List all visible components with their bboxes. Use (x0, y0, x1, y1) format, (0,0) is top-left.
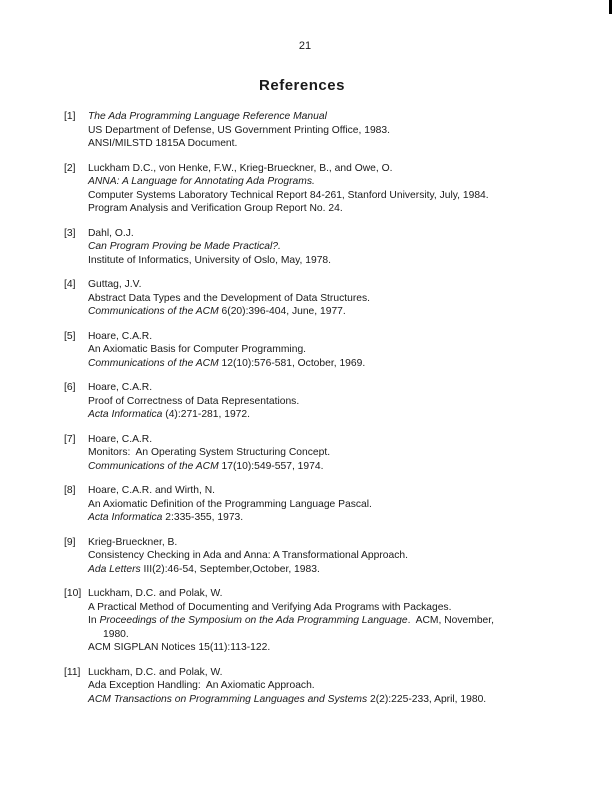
reference-line (88, 693, 584, 707)
reference-text: An Axiomatic Basis for Computer Programming. (88, 344, 307, 355)
reference-line (88, 254, 584, 268)
reference-line (88, 240, 584, 254)
reference-number: [10] (64, 588, 82, 599)
reference-body (88, 278, 584, 319)
reference-body (88, 162, 584, 216)
reference-line (88, 587, 584, 601)
reference-line (88, 189, 584, 203)
reference-title-italic: ANNA: A Language for Annotating Ada Programs. (88, 176, 315, 187)
reference-text: Luckham, D.C. and Polak, W. (88, 666, 223, 678)
reference-entry (64, 110, 584, 151)
reference-line (88, 175, 584, 189)
reference-body (88, 330, 584, 371)
reference-number: [6] (64, 382, 76, 393)
reference-body (88, 587, 584, 655)
reference-line (88, 484, 584, 498)
reference-line (88, 460, 584, 474)
reference-text: Hoare, C.A.R. (88, 382, 153, 393)
reference-title-italic: ACM Transactions on Programming Languages and Systems (88, 693, 368, 705)
reference-line (88, 202, 584, 216)
reference-line (88, 227, 584, 241)
reference-title-italic: Communications of the ACM (88, 306, 219, 317)
reference-entry (64, 484, 584, 525)
reference-title-italic: Acta Informatica (88, 409, 163, 420)
reference-line (88, 381, 584, 395)
reference-list (64, 110, 584, 717)
reference-text: Hoare, C.A.R. (88, 433, 153, 445)
reference-number: [4] (64, 279, 76, 290)
reference-text: Hoare, C.A.R. (88, 330, 153, 342)
reference-text: Dahl, O.J. (88, 227, 134, 239)
reference-line (88, 124, 584, 138)
reference-text: US Department of Defense, US Government Printing Office, 1983. (88, 124, 390, 136)
reference-text: Guttag, J.V. (88, 279, 142, 290)
reference-text: 17(10):549-557, 1974. (218, 460, 324, 472)
reference-text: 1980. (103, 628, 129, 640)
reference-line (88, 511, 584, 525)
reference-text: 6(20):396-404, June, 1977. (218, 306, 346, 317)
reference-title-italic: Can Program Proving be Made Practical?. (88, 241, 281, 252)
reference-line (88, 563, 584, 577)
reference-title-italic: Communications of the ACM (88, 357, 219, 369)
reference-body (88, 484, 584, 525)
reference-text: Computer Systems Laboratory Technical Report 84-261, Stanford University, July, 1984. (88, 189, 489, 201)
reference-line (88, 162, 584, 176)
reference-entry (64, 666, 584, 707)
reference-entry (64, 227, 584, 268)
reference-body (88, 433, 584, 474)
reference-text: Monitors: An Operating System Structuring Concept. (88, 447, 331, 458)
reference-line (88, 292, 584, 306)
reference-body (88, 110, 584, 151)
reference-line (88, 330, 584, 344)
reference-line (88, 614, 584, 628)
reference-title-italic: The Ada Programming Language Reference Manual (88, 111, 327, 122)
reference-text: ACM SIGPLAN Notices 15(11):113-122. (88, 642, 271, 653)
reference-text: 2:335-355, 1973. (162, 512, 244, 523)
reference-number: [1] (64, 111, 76, 122)
reference-line (88, 641, 584, 655)
reference-line (88, 536, 584, 550)
reference-text: 2(2):225-233, April, 1980. (367, 693, 487, 705)
reference-entry (64, 330, 584, 371)
reference-text: Luckham D.C., von Henke, F.W., Krieg-Brueckner, B., and Owe, O. (88, 162, 393, 174)
reference-text: 12(10):576-581, October, 1969. (218, 357, 366, 369)
page-number-text: 21 (298, 40, 312, 52)
reference-body (88, 227, 584, 268)
reference-line (88, 278, 584, 292)
reference-text: . ACM, November, (407, 615, 495, 626)
reference-line (88, 305, 584, 319)
reference-line (88, 498, 584, 512)
reference-title-italic: Proceedings of the Symposium on the Ada Programming Language (99, 615, 408, 626)
reference-line (88, 601, 584, 615)
reference-entry (64, 162, 584, 216)
reference-number: [11] (64, 666, 81, 678)
reference-body (88, 666, 584, 707)
reference-line (88, 357, 584, 371)
reference-number: [9] (64, 536, 76, 548)
page-number (0, 40, 612, 52)
reference-text: ANSI/MILSTD 1815A Document. (88, 138, 238, 149)
reference-entry (64, 536, 584, 577)
reference-title-italic: Communications of the ACM (88, 460, 219, 472)
reference-text: An Axiomatic Definition of the Programming Language Pascal. (88, 498, 372, 510)
reference-title-italic: Ada Letters (88, 563, 141, 575)
reference-text: Program Analysis and Verification Group Report No. 24. (88, 203, 343, 214)
reference-number: [2] (64, 162, 76, 174)
reference-entry (64, 587, 584, 655)
reference-text: A Practical Method of Documenting and Verifying Ada Programs with Packages. (88, 601, 452, 613)
reference-text: Proof of Correctness of Data Representations. (88, 395, 300, 407)
reference-line (88, 433, 584, 447)
reference-line (88, 395, 584, 409)
reference-title-italic: Acta Informatica (88, 512, 163, 523)
reference-text: (4):271-281, 1972. (162, 409, 250, 420)
reference-line (88, 666, 584, 680)
page-title-text: References (259, 77, 345, 94)
reference-text: Ada Exception Handling: An Axiomatic Approach. (88, 680, 315, 691)
reference-number: [3] (64, 227, 76, 239)
reference-line (88, 679, 584, 693)
reference-text: Institute of Informatics, University of Oslo, May, 1978. (88, 254, 332, 266)
reference-line (88, 549, 584, 563)
reference-line (88, 408, 584, 422)
reference-entry (64, 381, 584, 422)
reference-number: [5] (64, 330, 76, 342)
reference-text: In (88, 615, 100, 626)
reference-entry (64, 278, 584, 319)
reference-line (88, 343, 584, 357)
reference-entry (64, 433, 584, 474)
reference-text: Luckham, D.C. and Polak, W. (88, 588, 223, 599)
reference-number: [7] (64, 433, 76, 445)
reference-line (88, 446, 584, 460)
reference-text: Consistency Checking in Ada and Anna: A Transformational Approach. (88, 550, 408, 561)
reference-line (88, 628, 584, 642)
reference-body (88, 536, 584, 577)
reference-text: Hoare, C.A.R. and Wirth, N. (88, 485, 216, 496)
reference-line (88, 110, 584, 124)
reference-text: Abstract Data Types and the Development of Data Structures. (88, 292, 370, 304)
page-title (0, 77, 612, 94)
reference-body (88, 381, 584, 422)
reference-line (88, 137, 584, 151)
reference-text: Krieg-Brueckner, B. (88, 536, 178, 548)
reference-text: III(2):46-54, September,October, 1983. (140, 563, 320, 575)
reference-number: [8] (64, 485, 76, 496)
